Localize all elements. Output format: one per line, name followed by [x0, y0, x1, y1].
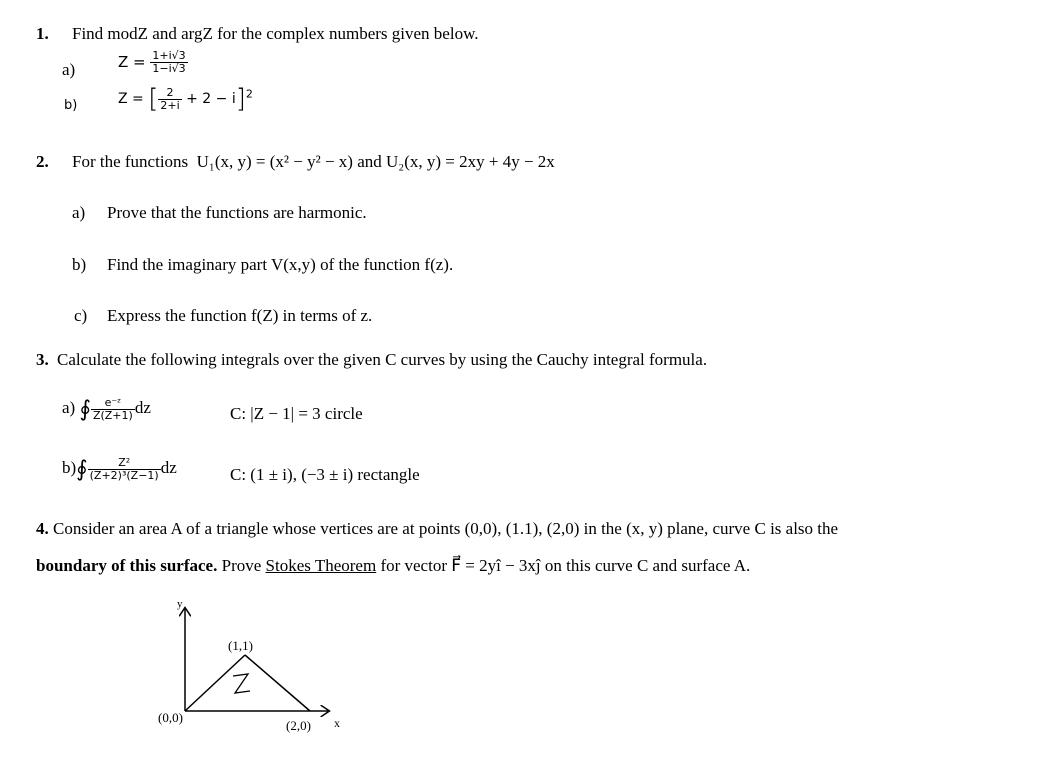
q2-u2: U₂(x, y) = 2xy + 4y − 2x: [386, 152, 555, 171]
q4-line2: [36, 556, 750, 576]
fig-origin-label: (0,0): [158, 710, 183, 725]
q2-prompt: [72, 152, 555, 172]
q3a-fraction: [91, 397, 135, 422]
triangle-left-edge: [185, 655, 245, 711]
q2-prompt-pre: For the functions: [72, 152, 189, 171]
q2b-label: b): [72, 255, 87, 274]
q3a-denominator: Z(Z+1): [92, 408, 133, 422]
q4-number: 4.: [36, 519, 49, 538]
q3a-label: a): [62, 397, 76, 417]
q3a-formula: [62, 396, 151, 422]
contour-integral-icon: ∮: [79, 396, 91, 421]
q1a-label: a): [62, 60, 76, 79]
fig-top-label: (1,1): [228, 638, 253, 653]
q3b-label: b): [62, 457, 77, 477]
q3b-fraction: [88, 457, 161, 482]
q3-prompt: Calculate the following integrals over the given C curves by using the Cauchy integral formula.: [57, 350, 708, 369]
q1b-rest: + 2 − i: [186, 91, 236, 107]
triangle-right-edge: [245, 655, 310, 711]
q1a-lhs: Z =: [118, 53, 146, 71]
q1b-label: b): [64, 98, 78, 113]
q1b-fraction: [158, 87, 181, 112]
triangle-figure: [150, 595, 360, 745]
q3a-curve: C: |Z − 1| = 3 circle: [230, 404, 363, 423]
q3-number: 3.: [36, 350, 49, 369]
q3b-curve: C: (1 ± i), (−3 ± i) rectangle: [230, 465, 420, 484]
q1a-numerator: 1+i√3: [152, 49, 186, 62]
q1a-denominator: 1−i√3: [152, 62, 186, 75]
q1-prompt: Find modZ and argZ for the complex numbers given below.: [72, 24, 479, 43]
fig-right-label: (2,0): [286, 718, 311, 733]
fig-y-label: y: [177, 598, 183, 610]
q1b-left-bracket: [: [148, 84, 159, 114]
q3b-numerator: Z²: [118, 455, 131, 469]
q3a-numerator: e⁻ᶻ: [104, 395, 122, 409]
q1-number: 1.: [36, 24, 49, 43]
q3b-denominator: (Z+2)³(Z−1): [89, 468, 159, 482]
q2-and: and: [357, 152, 382, 171]
fig-x-label: x: [334, 716, 340, 730]
q1b-formula: [118, 86, 253, 112]
contour-integral-icon: ∮: [76, 456, 88, 481]
q1a-formula: [118, 50, 188, 75]
q4-line2-post: for vector F⃗ = 2yî − 3xĵ on this curve C and surface A.: [376, 556, 751, 575]
q3a-dz: dz: [134, 397, 151, 417]
q4-line1-text: Consider an area A of a triangle whose vertices are at points (0,0), (1.1), (2,0) in the (x, y) plane, curve C is also the: [53, 519, 839, 538]
q3b-formula: [62, 456, 177, 482]
q2a-label: a): [72, 203, 86, 222]
q1b-right-bracket: ]: [235, 84, 246, 114]
q2a-text: Prove that the functions are harmonic.: [107, 203, 367, 222]
q1b-lhs: Z =: [118, 91, 144, 107]
circulation-arrow-icon: [233, 674, 250, 693]
q1b-numerator: 2: [166, 85, 174, 99]
q2c-label: c): [74, 306, 88, 325]
q2-number: 2.: [36, 152, 49, 171]
q3b-dz: dz: [160, 457, 177, 477]
q4-stokes-link: Stokes Theorem: [265, 556, 377, 575]
q4-line1: [36, 519, 838, 539]
q4-line2-mid: Prove: [217, 556, 266, 575]
q1b-denominator: 2+i: [160, 98, 180, 112]
q1b-exponent: 2: [245, 87, 253, 101]
q4-line2-bold: boundary of this surface.: [36, 556, 218, 575]
q2b-text: Find the imaginary part V(x,y) of the function f(z).: [107, 255, 454, 274]
q2-u1: U₁(x, y) = (x² − y² − x): [196, 152, 353, 171]
q2c-text: Express the function f(Z) in terms of z.: [107, 306, 373, 325]
q1a-fraction: [150, 50, 187, 75]
